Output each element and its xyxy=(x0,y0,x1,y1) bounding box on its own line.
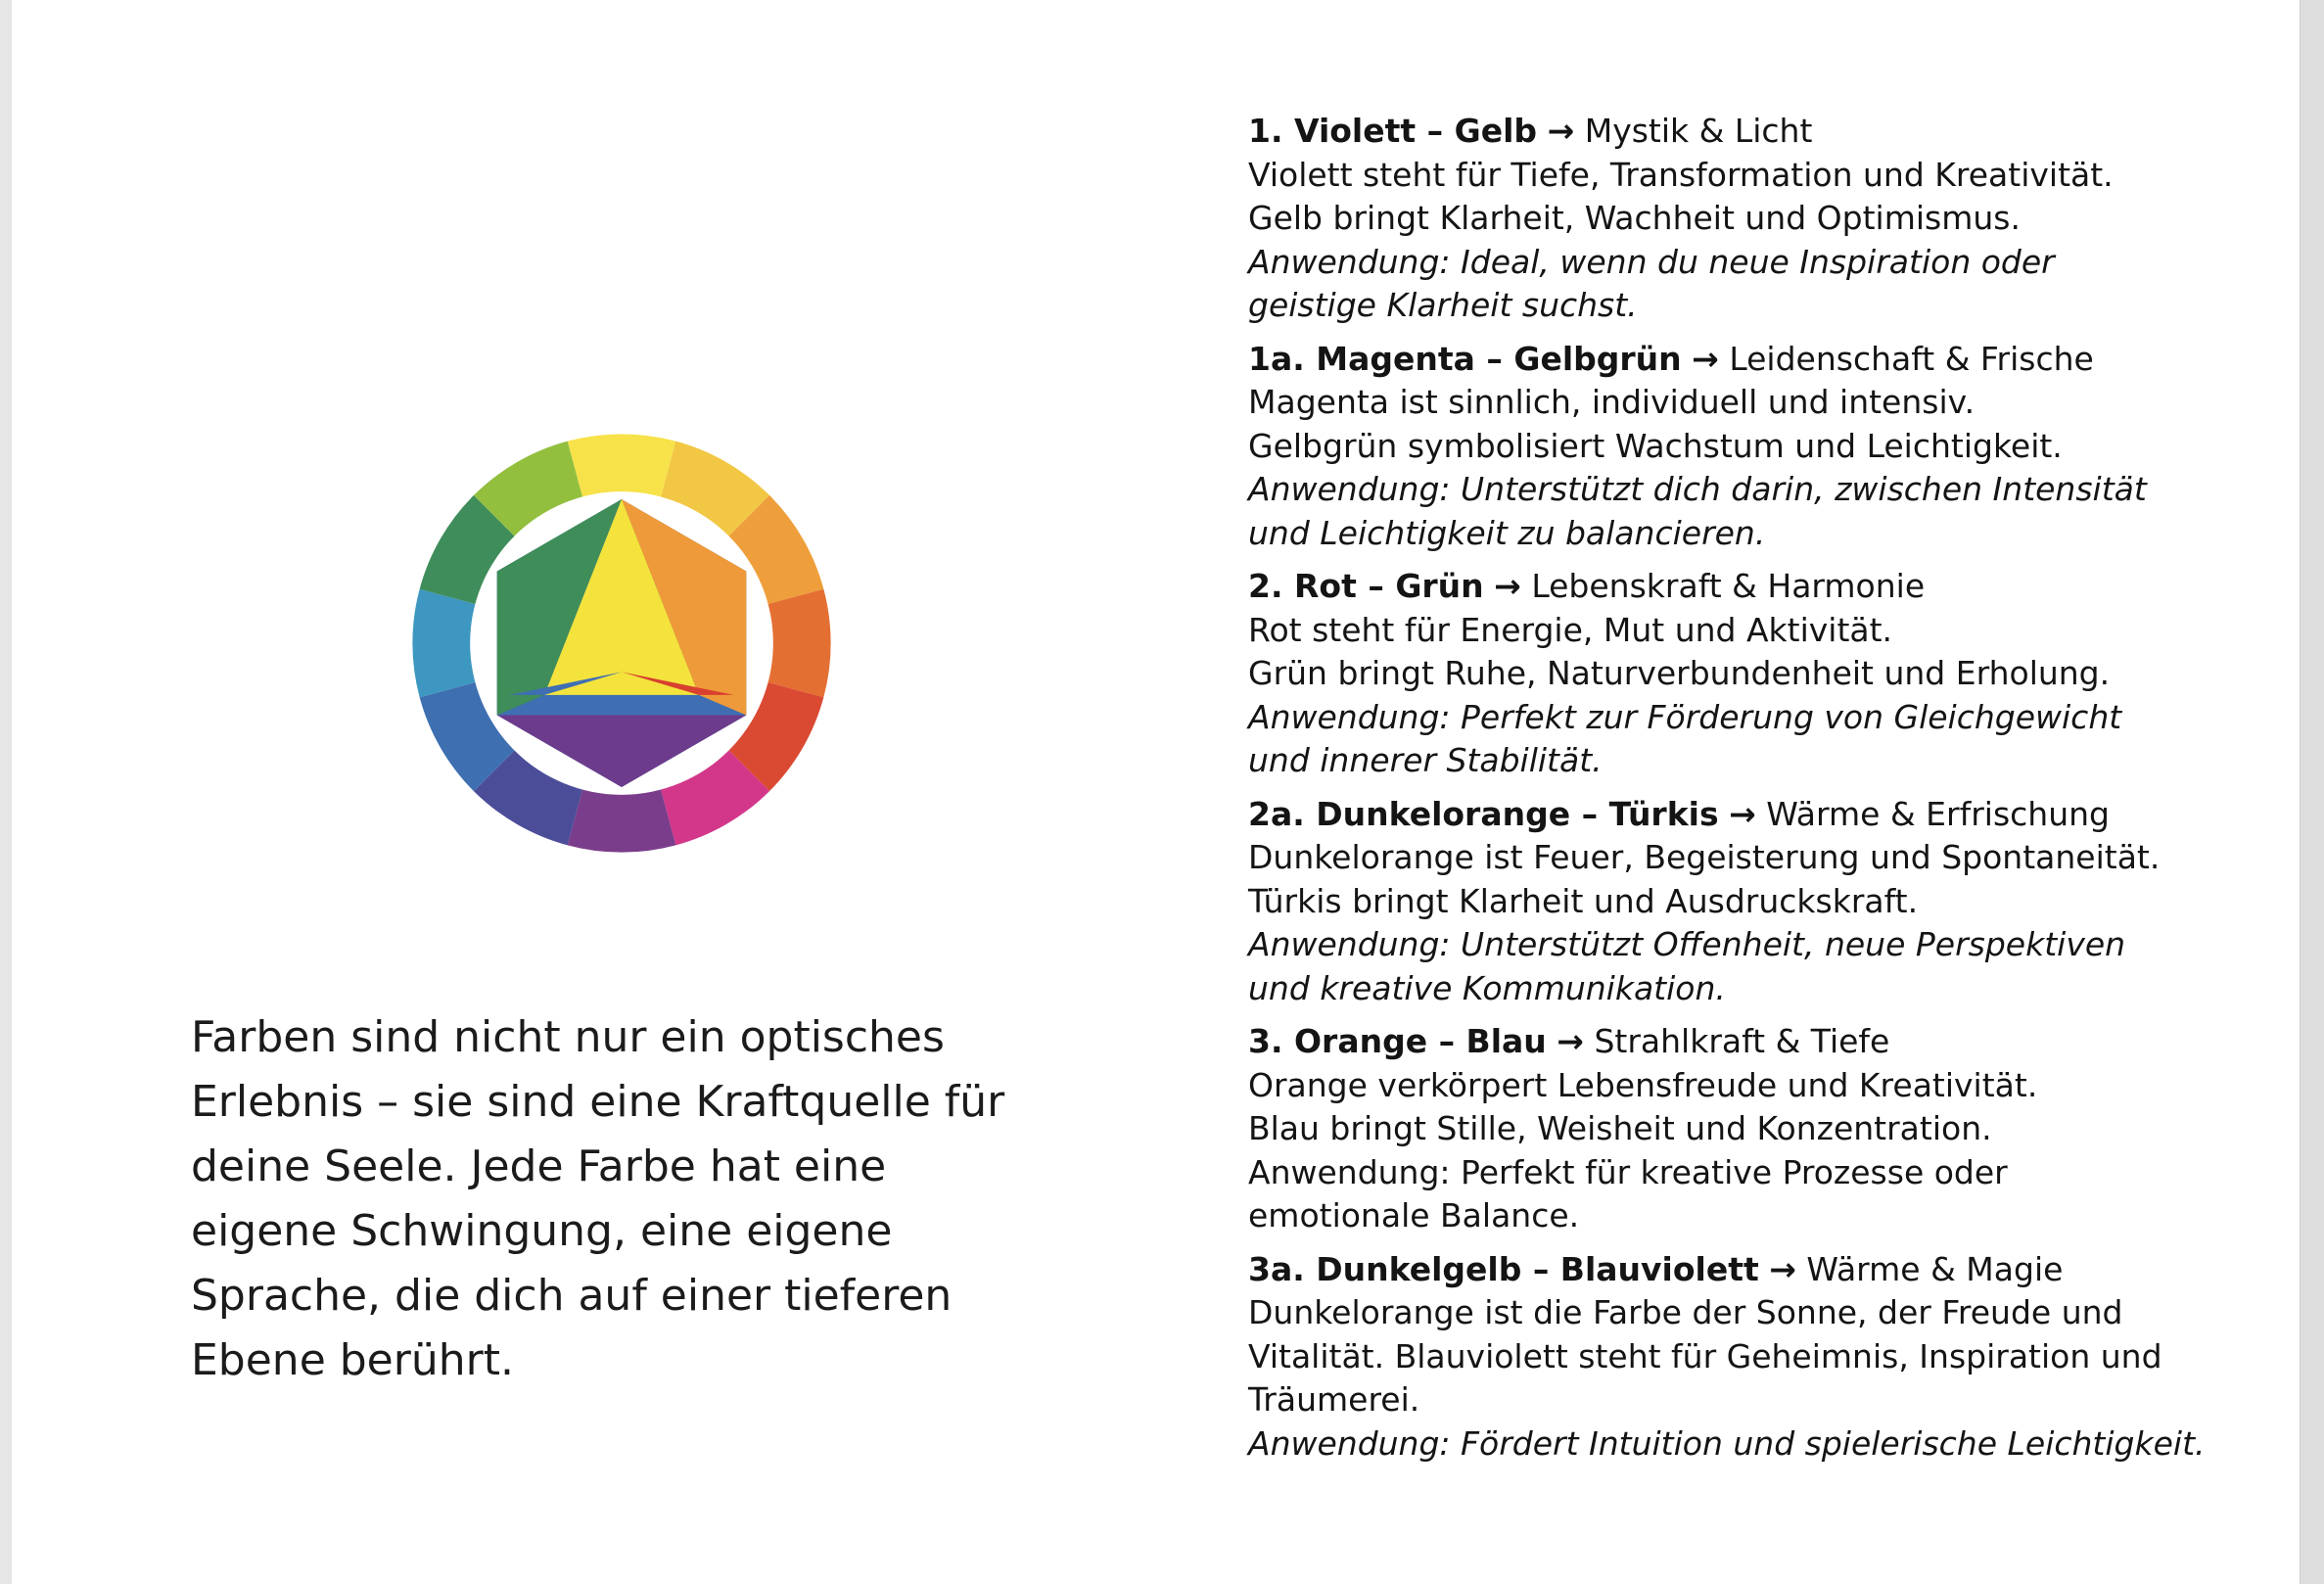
pair-application: Anwendung: Ideal, wenn du neue Inspiration oder xyxy=(1248,242,2055,281)
pair-description: Türkis bringt Klarheit und Ausdruckskraft. xyxy=(1248,881,1919,920)
color-pairs-list xyxy=(1248,110,2296,1475)
intro-line: Farben sind nicht nur ein optisches xyxy=(191,1012,945,1062)
document-page xyxy=(12,0,2301,1584)
pair-application: und kreative Kommunikation. xyxy=(1248,968,1726,1007)
scrollbar[interactable] xyxy=(2300,0,2324,1584)
arrow-icon: → xyxy=(1769,1249,1796,1288)
pair-application: Anwendung: Unterstützt Offenheit, neue Perspektiven xyxy=(1248,925,2126,963)
intro-line: Ebene berührt. xyxy=(191,1335,514,1385)
pair-title-line xyxy=(1248,338,2296,382)
color-wheel-illustration xyxy=(382,403,861,883)
pair-theme: Lebenskraft & Harmonie xyxy=(1531,567,1926,605)
color-pair-rot-gruen xyxy=(1248,565,2296,783)
pair-title: 3. Orange – Blau xyxy=(1248,1022,1547,1060)
pair-title: 2a. Dunkelorange – Türkis xyxy=(1248,794,1719,833)
pair-title-line xyxy=(1248,1248,2296,1292)
intro-line: deine Seele. Jede Farbe hat eine xyxy=(191,1141,887,1191)
color-pair-orange-blau xyxy=(1248,1020,2296,1238)
pair-description: Orange verkörpert Lebensfreude und Kreativität. xyxy=(1248,1065,2038,1104)
pair-title-line xyxy=(1248,793,2296,837)
color-pair-violett-gelb xyxy=(1248,110,2296,328)
pair-application: geistige Klarheit suchst. xyxy=(1248,286,1638,324)
arrow-icon: → xyxy=(1494,567,1521,605)
pair-title-line xyxy=(1248,1020,2296,1064)
pair-application: Anwendung: Perfekt zur Förderung von Gleichgewicht xyxy=(1248,697,2122,736)
pair-theme: Wärme & Magie xyxy=(1806,1249,2064,1288)
pair-description: Magenta ist sinnlich, individuell und intensiv. xyxy=(1248,383,1975,421)
color-pair-dunkelgelb-blauviolett xyxy=(1248,1248,2296,1467)
pair-title: 1. Violett – Gelb xyxy=(1248,112,1538,150)
pair-theme: Mystik & Licht xyxy=(1584,112,1813,150)
pair-title-line xyxy=(1248,110,2296,154)
pair-description: Rot steht für Energie, Mut und Aktivität. xyxy=(1248,610,1893,649)
arrow-icon: → xyxy=(1557,1022,1584,1060)
intro-line: Erlebnis – sie sind eine Kraftquelle für xyxy=(191,1077,1005,1127)
pair-application: emotionale Balance. xyxy=(1248,1196,1580,1235)
pair-title: 3a. Dunkelgelb – Blauviolett xyxy=(1248,1249,1759,1288)
pair-application: und Leichtigkeit zu balancieren. xyxy=(1248,513,1766,552)
pair-application: Anwendung: Unterstützt dich darin, zwischen Intensität xyxy=(1248,470,2147,508)
pair-description: Blau bringt Stille, Weisheit und Konzentration. xyxy=(1248,1109,1992,1147)
arrow-icon: → xyxy=(1692,339,1719,378)
pair-theme: Strahlkraft & Tiefe xyxy=(1594,1022,1890,1060)
pair-application: und innerer Stabilität. xyxy=(1248,741,1603,779)
pair-description: Grün bringt Ruhe, Naturverbundenheit und Erholung. xyxy=(1248,654,2111,692)
pair-application: Anwendung: Perfekt für kreative Prozesse oder xyxy=(1248,1152,2008,1191)
arrow-icon: → xyxy=(1547,112,1575,150)
pair-theme: Wärme & Erfrischung xyxy=(1766,794,2110,833)
intro-line: eigene Schwingung, eine eigene xyxy=(191,1206,893,1256)
pair-description: Violett steht für Tiefe, Transformation und Kreativität. xyxy=(1248,155,2114,194)
pair-description: Gelbgrün symbolisiert Wachstum und Leichtigkeit. xyxy=(1248,426,2063,465)
pair-description: Dunkelorange ist Feuer, Begeisterung und Spontaneität. xyxy=(1248,838,2161,876)
pair-title: 2. Rot – Grün xyxy=(1248,567,1484,605)
intro-paragraph xyxy=(191,1005,1072,1393)
intro-line: Sprache, die dich auf einer tieferen xyxy=(191,1271,953,1321)
color-pair-dunkelorange-tuerkis xyxy=(1248,793,2296,1011)
pair-title-line xyxy=(1248,565,2296,609)
color-pair-magenta-gelbgruen xyxy=(1248,338,2296,556)
pair-description: Dunkelorange ist die Farbe der Sonne, der Freude und xyxy=(1248,1293,2123,1331)
pair-theme: Leidenschaft & Frische xyxy=(1729,339,2094,378)
arrow-icon: → xyxy=(1729,794,1756,833)
pair-description: Vitalität. Blauviolett steht für Geheimnis, Inspiration und xyxy=(1248,1336,2162,1375)
pair-title: 1a. Magenta – Gelbgrün xyxy=(1248,339,1682,378)
pair-description: Träumerei. xyxy=(1248,1380,1420,1419)
pair-description: Gelb bringt Klarheit, Wachheit und Optimismus. xyxy=(1248,199,2021,237)
pair-application: Anwendung: Fördert Intuition und spielerische Leichtigkeit. xyxy=(1248,1423,2206,1463)
